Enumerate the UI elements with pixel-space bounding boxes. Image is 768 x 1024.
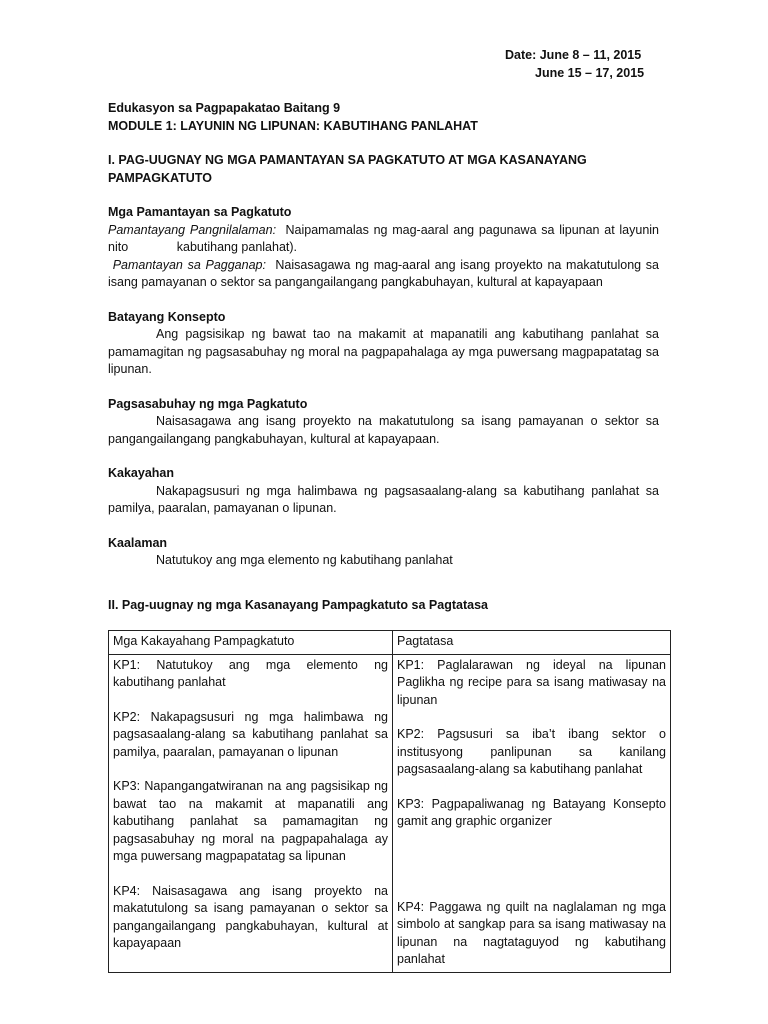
kp4-left: KP4: Naisasagawa ang isang proyekto na makatutulong sa isang pamayanan o sektor sa pangangailangang pangkabuhayan, kultural at kapayapaan	[113, 883, 388, 950]
pagganap-text: Naisasagawa ng mag-aaral ang isang proyekto na makatutulong sa isang pamayanan o sektor sa pangangailangang pangkabuhayan, kultural at kapayapaan	[108, 257, 663, 289]
pamantayang-pangnilalaman	[108, 222, 663, 257]
kakayahan-title: Kakayahan	[108, 466, 175, 480]
batayang-konsepto-title: Batayang Konsepto	[108, 309, 226, 324]
kakayahan-text: Nakapagsusuri ng mga halimbawa ng pagsasaalang-alang sa kabutihang panlahat sa pamilya, paaralan, pamayanan o lipunan.	[108, 483, 659, 515]
table-header-row	[109, 631, 671, 655]
table-cell-kakayahan	[109, 654, 393, 972]
table-header-cell: Mga Kakayahang Pampagkatuto	[109, 631, 393, 655]
date-line-2: June 15 – 17, 2015	[535, 65, 645, 80]
pangnilalaman-label: Pamantayang Pangnilalaman:	[108, 222, 277, 237]
subject-title: Edukasyon sa Pagpapakatao Baitang 9	[108, 101, 341, 115]
pagsasabuhay-text: Naisasagawa ang isang proyekto na makatutulong sa isang pamayanan o sektor sa pangangailangang pangkabuhayan, kultural at kapayapaan.	[108, 414, 659, 446]
section-1-title: I. PAG-UUGNAY NG MGA PAMANTAYAN SA PAGKATUTO AT MGA KASANAYANG PAMPAGKATUTO	[108, 153, 587, 185]
pangnilalaman-text: Naipamamalas ng mag-aaral ang pagunawa sa lipunan at layunin nito kabutihang panlahat).	[108, 222, 663, 254]
table-header-cell: Pagtatasa	[393, 631, 671, 655]
pagganap-label: Pamantayan sa Pagganap:	[108, 257, 266, 272]
kp4-right: KP4: Paggawa ng quilt na naglalaman ng mga simbolo at sangkap para sa isang matiwasay na lipunan na nagtataguyod ng kabutihang panlahat	[397, 899, 666, 966]
kaalaman-text: Natutukoy ang mga elemento ng kabutihang panlahat	[156, 553, 453, 567]
kaalaman-title: Kaalaman	[108, 535, 168, 550]
kp3-right: KP3: Pagpapaliwanag ng Batayang Konsepto gamit ang graphic organizer	[397, 796, 666, 828]
pamantayan-sa-pagganap	[108, 257, 663, 292]
kp2-left: KP2: Nakapagsusuri ng mga halimbawa ng pagsasaalang-alang sa kabutihang panlahat sa pamilya, paaralan, pamayanan o lipunan	[113, 709, 388, 759]
table-cell-pagtatasa	[393, 654, 671, 972]
kp1-right: KP1: Paglalarawan ng ideyal na lipunan Paglikha ng recipe para sa isang matiwasay na lipunan	[397, 657, 666, 707]
table-row	[109, 654, 671, 972]
assessment-table	[108, 630, 671, 973]
document-body	[108, 100, 666, 973]
batayang-konsepto-text: Ang pagsisikap ng bawat tao na makamit at mapanatili ang kabutihang panlahat sa pamamagitan ng pagsasabuhay ng moral na pagpapahalaga ay mga puwersang magpapatatag sa lipunan.	[108, 327, 659, 376]
pamantayan-title: Mga Pamantayan sa Pagkatuto	[108, 205, 292, 219]
date-block	[505, 47, 644, 82]
module-title: MODULE 1: LAYUNIN NG LIPUNAN: KABUTIHANG PANLAHAT	[108, 118, 478, 133]
date-line-1: Date: June 8 – 11, 2015	[505, 48, 642, 62]
section-2-title: II. Pag-uugnay ng mga Kasanayang Pampagkatuto sa Pagtatasa	[108, 597, 488, 612]
kp2-right: KP2: Pagsusuri sa iba’t ibang sektor o institusyong panlipunan sa kanilang pagsasaalang-alang sa kabutihang panlahat	[397, 727, 666, 776]
pagsasabuhay-title: Pagsasabuhay ng mga Pagkatuto	[108, 396, 308, 411]
kp1-left: KP1: Natutukoy ang mga elemento ng kabutihang panlahat	[113, 657, 388, 689]
kp3-left: KP3: Napangangatwiranan na ang pagsisikap ng bawat tao na makamit at mapanatili ang kabutihang panlahat sa pamamagitan ng pagsasabuhay ng moral na pagpapahalaga ay mga puwersang magpapatatag sa lipunan	[113, 779, 388, 863]
